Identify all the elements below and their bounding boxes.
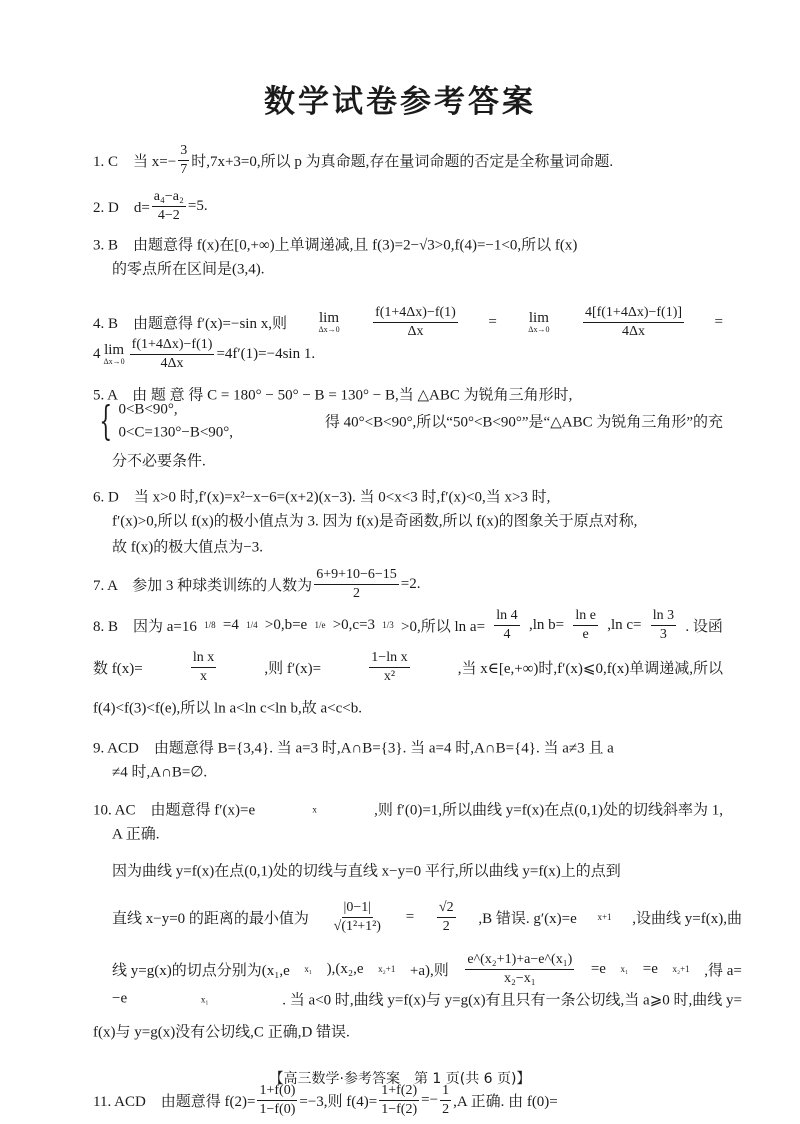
fraction	[573, 607, 598, 643]
text-segment: 因为曲线 y=f(x)在点(0,1)处的切线与直线 x−y=0 平行,所以曲线 y=f(x)上的点到	[112, 863, 621, 880]
answer-line	[93, 1021, 723, 1042]
fraction-denominator: x²	[383, 668, 396, 684]
text-segment: 4. B 由题意得 f′(x)=−sin x,则	[93, 315, 287, 332]
text-segment: 9. ACD 由题意得 B={3,4}. 当 a=3 时,A∩B={3}. 当 a=4 时,A∩B={4}. 当 a≠3 且 a	[93, 740, 614, 757]
answer-line	[93, 697, 362, 718]
text-segment: 7. A 参加 3 种球类训练的人数为	[93, 577, 313, 594]
text-segment: >0,c=3	[332, 616, 376, 633]
fraction-denominator: 7	[180, 161, 188, 177]
superscript: x₁	[620, 964, 629, 974]
text-segment: 3. B 由题意得 f(x)在[0,+∞)上单调递减,且 f(3)=2−√3>0,f(4)=−1<0,所以 f(x)	[93, 237, 578, 254]
text-segment: 8. B 因为 a=16	[93, 618, 197, 635]
brace-rows	[118, 399, 233, 444]
fraction-numerator: ln 3	[651, 607, 676, 626]
answer-line	[112, 450, 206, 471]
text-segment: f(x)与 y=g(x)没有公切线,C 正确,D 错误.	[93, 1024, 350, 1041]
fraction-denominator: 1−f(0)	[259, 1101, 296, 1117]
answer-line	[112, 899, 742, 935]
text-segment: ,设曲线 y=f(x),曲	[632, 910, 742, 927]
fraction-numerator: 1−ln x	[369, 649, 409, 668]
answer-line	[93, 737, 723, 758]
text-segment: ≠4 时,A∩B=∅.	[112, 764, 208, 781]
fraction-numerator: 1+f(0)	[257, 1082, 297, 1101]
brace-system	[93, 399, 233, 444]
fraction-numerator: f(1+4Δx)−f(1)	[130, 336, 215, 355]
fraction-denominator: 1−f(2)	[381, 1101, 418, 1117]
fraction-denominator: 3	[659, 626, 667, 642]
fraction-numerator: 4[f(1+4Δx)−f(1)]	[583, 304, 684, 323]
text-segment: f′(x)>0,所以 f(x)的极小值点为 3. 因为 f(x)是奇函数,所以 f(x)的图象关于原点对称,	[112, 513, 638, 530]
answer-line	[112, 823, 160, 844]
left-brace-icon: {	[99, 398, 113, 444]
text-segment: A 正确.	[112, 826, 160, 843]
fraction	[332, 899, 383, 935]
text-segment: =4	[222, 616, 239, 633]
superscript: x₁	[200, 994, 209, 1004]
fraction	[191, 649, 216, 685]
text-segment: 4	[93, 345, 101, 362]
text-segment: =	[488, 313, 497, 330]
answer-line	[112, 258, 265, 279]
fraction-denominator: Δx	[407, 323, 424, 339]
text-segment: 6. D 当 x>0 时,f′(x)=x²−x−6=(x+2)(x−3). 当 0<x<3 时,f′(x)<0,当 x>3 时,	[93, 489, 551, 506]
fraction-denominator: 2	[442, 918, 450, 934]
text-segment: 的零点所在区间是(3,4).	[112, 261, 265, 278]
text-segment: ,则 f′(x)=	[264, 660, 322, 677]
text-segment: 11. ACD 由题意得 f(2)=	[93, 1093, 256, 1110]
text-segment: 分不必要条件.	[112, 453, 206, 470]
superscript: 1/3	[382, 620, 394, 630]
answer-line	[112, 536, 263, 557]
text-segment: =e	[590, 960, 606, 977]
text-segment: 线 y=g(x)的切点分别为(x₁,e	[112, 962, 290, 979]
superscript: x₁	[304, 964, 313, 974]
limit-operator	[528, 311, 549, 334]
fraction-denominator: 2	[352, 585, 360, 601]
page-title: 数学试卷参考答案	[264, 84, 536, 120]
text-segment: =	[714, 313, 723, 330]
text-segment: −e	[112, 990, 128, 1007]
text-segment: >0,b=e	[264, 616, 308, 633]
fraction-denominator: x₂−x₁	[503, 970, 536, 986]
text-segment: 得 40°<B<90°,所以“50°<B<90°”是“△ABC 为锐角三角形”的充	[324, 414, 723, 431]
answer-line	[112, 951, 742, 987]
fraction-denominator: 4	[503, 626, 511, 642]
fraction	[437, 899, 456, 935]
answer-line	[112, 989, 742, 1010]
limit-subscript: Δx→0	[103, 356, 125, 366]
fraction-numerator: ln e	[573, 607, 598, 626]
fraction-numerator: 1	[440, 1082, 451, 1101]
limit-operator	[104, 343, 125, 366]
text-segment: 时,7x+3=0,所以 p 为真命题,存在量词命题的否定是全称量词命题.	[191, 153, 614, 170]
text-segment: ,ln c=	[607, 616, 642, 633]
answer-line	[93, 799, 723, 820]
limit-operator	[318, 311, 339, 334]
fraction	[373, 304, 458, 340]
text-segment: =−3,则 f(4)=	[299, 1093, 378, 1110]
superscript: 1/8	[204, 620, 216, 630]
text-segment: =	[405, 908, 415, 925]
fraction-numerator: ln 4	[494, 607, 519, 626]
page-footer: 【高三数学·参考答案 第 1 页(共 6 页)】	[269, 1071, 531, 1087]
fraction-denominator: 4Δx	[621, 323, 645, 339]
text-segment: . 设函	[685, 618, 723, 635]
limit-symbol: lim	[319, 309, 340, 326]
answer-line	[112, 860, 742, 881]
text-segment: 1. C 当 x=−	[93, 153, 177, 170]
text-segment: >0,所以 ln a=	[401, 618, 486, 635]
text-segment: =−	[421, 1091, 439, 1108]
fraction-numerator: ln x	[191, 649, 216, 668]
limit-subscript: Δx→0	[528, 324, 550, 334]
fraction	[651, 607, 676, 643]
answer-line	[93, 486, 723, 507]
fraction-numerator: a₄−a₂	[152, 188, 186, 207]
fraction-numerator: e^(x₂+1)+a−e^(x₁)	[465, 951, 574, 970]
superscript: x	[312, 804, 317, 814]
fraction-denominator: 4Δx	[160, 355, 184, 371]
text-segment: ,A 正确. 由 f(0)=	[453, 1093, 558, 1110]
answer-line	[93, 234, 723, 255]
fraction	[314, 566, 399, 602]
superscript: x₂+1	[378, 964, 396, 974]
fraction	[369, 649, 409, 685]
fraction-numerator: 6+9+10−6−15	[314, 566, 399, 585]
limit-subscript: Δx→0	[318, 324, 340, 334]
fraction	[494, 607, 519, 643]
fraction-denominator: 2	[442, 1101, 450, 1117]
text-segment: ,B 错误. g′(x)=e	[478, 910, 577, 927]
text-segment: ,当 x∈[e,+∞)时,f′(x)⩽0,f(x)单调递减,所以	[457, 660, 723, 677]
answer-line	[112, 761, 207, 782]
limit-symbol: lim	[528, 309, 549, 326]
text-segment: +a),则	[409, 962, 449, 979]
text-segment: =2.	[400, 575, 421, 592]
text-segment: f(4)<f(3)<f(e),所以 ln a<ln c<ln b,故 a<c<b.	[93, 700, 363, 717]
fraction-numerator: |0−1|	[342, 899, 374, 918]
superscript: x₂+1	[672, 964, 690, 974]
answer-line	[93, 304, 723, 340]
text-segment: 故 f(x)的极大值点为−3.	[112, 539, 263, 556]
limit-symbol: lim	[104, 341, 125, 358]
fraction	[178, 142, 189, 178]
superscript: 1/4	[246, 620, 258, 630]
brace-row: 0<C=130°−B<90°,	[118, 424, 234, 440]
superscript: 1/e	[314, 620, 326, 630]
text-segment: ),(x₂,e	[326, 960, 364, 977]
text-segment: 2. D d=	[93, 199, 150, 216]
fraction-denominator: x	[200, 668, 208, 684]
fraction-denominator: 4−2	[157, 207, 180, 223]
fraction	[130, 336, 215, 372]
fraction	[583, 304, 684, 340]
text-segment: 直线 x−y=0 的距离的最小值为	[112, 910, 309, 927]
fraction-denominator: √(1²+1²)	[333, 918, 381, 934]
fraction-numerator: √2	[437, 899, 456, 918]
text-segment: =e	[642, 960, 658, 977]
text-segment: =5.	[187, 197, 208, 214]
answer-line	[93, 188, 208, 224]
fraction-numerator: 1+f(2)	[379, 1082, 419, 1101]
fraction-numerator: 3	[178, 142, 189, 161]
text-segment: 数 f(x)=	[93, 660, 143, 677]
brace-row: 0<B<90°,	[118, 401, 178, 418]
text-segment: 10. AC 由题意得 f′(x)=e	[93, 802, 256, 819]
answer-line	[93, 142, 613, 178]
text-segment: 5. A 由 题 意 得 C = 180° − 50° − B = 130° − B,当 △ABC 为锐角三角形时,	[93, 387, 573, 404]
superscript: x+1	[597, 912, 612, 922]
text-segment: =4f′(1)=−4sin 1.	[216, 345, 316, 362]
text-segment: ,得 a=	[704, 962, 742, 979]
text-segment: ,ln b=	[528, 616, 565, 633]
text-segment: . 当 a<0 时,曲线 y=f(x)与 y=g(x)有且只有一条公切线,当 a⩾0 时,曲线 y=	[282, 992, 742, 1009]
fraction-denominator: e	[582, 626, 589, 642]
answer-line	[93, 566, 421, 602]
answer-line	[112, 510, 742, 531]
text-segment: ,则 f′(0)=1,所以曲线 y=f(x)在点(0,1)处的切线斜率为 1,	[374, 802, 723, 819]
answer-line	[93, 399, 723, 444]
answer-line	[93, 607, 723, 643]
fraction	[465, 951, 574, 987]
fraction	[152, 188, 186, 224]
fraction-numerator: f(1+4Δx)−f(1)	[373, 304, 458, 323]
answer-line	[93, 649, 723, 685]
answer-line	[93, 336, 315, 372]
